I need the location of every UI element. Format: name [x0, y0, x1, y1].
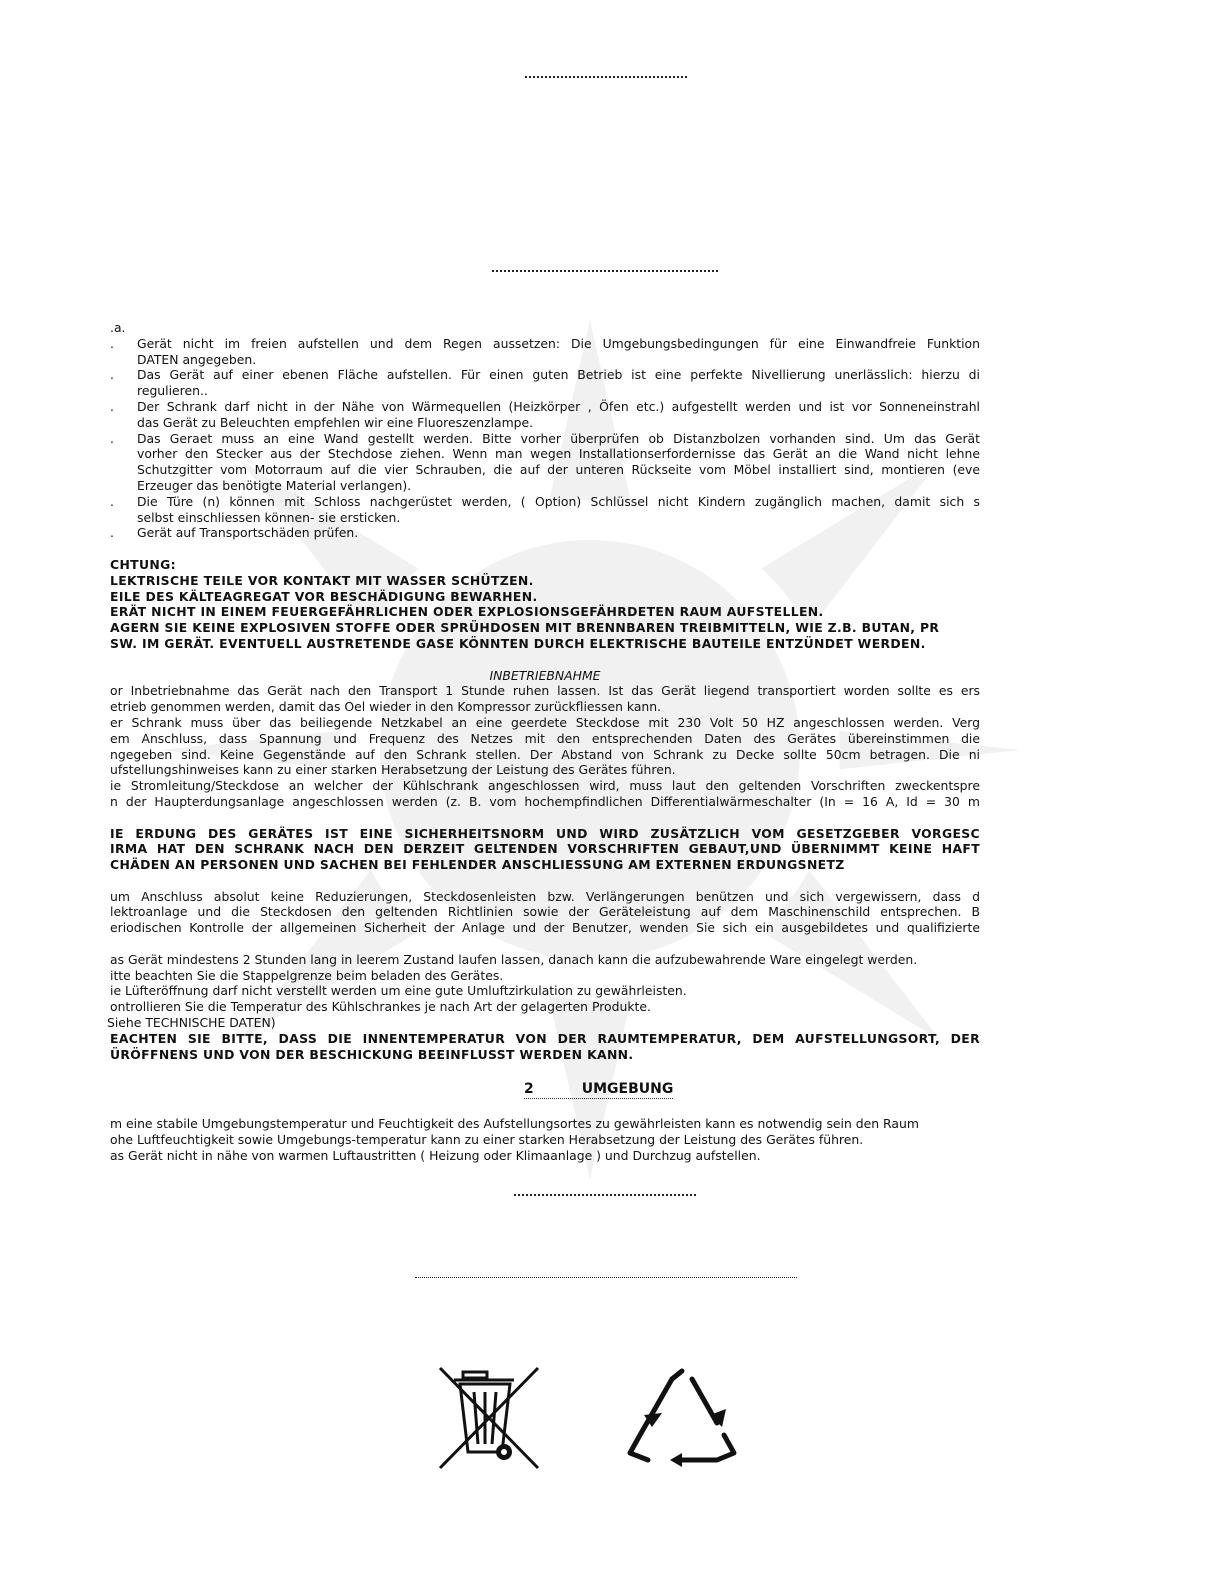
warning-line: LEKTRISCHE TEILE VOR KONTAKT MIT WASSER SCHÜTZEN.	[110, 572, 534, 588]
section-number: 2	[524, 1081, 534, 1097]
section-title: UMGEBUNG	[581, 1081, 674, 1097]
document-body: .a. . Gerät nicht im freien aufstellen und dem Regen aussetzen: Die Umgebungsbedingungen für eine Einwandfreie Funktion DATEN angegeben. . Das Gerät auf einer ebenen Fläche aufstellen. Für einen guten Betrieb ist eine perfekte Nivellierung unerlässlich: hierzu di regulieren.. . Der Schrank darf nicht in der Nähe von Wärmequellen (Heizkörper , Öfen etc.) aufgestellt werden und ist vor Sonneneinstrahl das Gerät zu Beleuchten empfehlen wir eine Fluoreszenzlampe. . Das Geraet muss an eine Wand gestellt werden. Bitte vorher überprüfen ob Distanzbolzen vorhanden sind. Um das Gerät vorher den Stecker aus der Stechdose ziehen. Wenn man wegen Installationserfordernisse das Gerät an die Wand nicht lehne Schutzgitter vom Motorraum auf die vier Schrauben, die auf der unteren Rückseite vom Möbel installiert sind, montieren (eve Erzeuger das benötigte Material verlangen). . Die Türe (n) können mit Schloss nachgerüstet werden, ( Option) Schlüssel nicht Kindern zugänglich machen, damit sich s selbst einschliessen können- sie ersticken. . Gerät auf Transportschäden prüfen. CHTUNG: LEKTRISCHE TEILE VOR KONTAKT MIT WASSER SCHÜTZEN. EILE DES KÄLTEAGREGAT VOR BESCHÄDIGUNG BEWARHEN. ERÄT NICHT IN EINEM FEUERGEFÄHRLICHEN ODER EXPLOSIONSGEFÄHRDETEN RAUM AUFSTELLEN. AGERN SIE KEINE EXPLOSIVEN STOFFE ODER SPRÜHDOSEN MIT BRENNBAREN TREIBMITTELN, WIE Z.B. BUTAN, PR SW. IM GERÄT. EVENTUELL AUSTRETENDE GASE KÖNNTEN DURCH ELEKTRISCHE BAUTEILE ENTZÜNDET WERDEN. INBETRIEBNAHME or Inbetriebnahme das Gerät nach den Transport 1 Stunde ruhen lassen. Ist das Gerät liegend transportiert worden sollte es ers etrieb genommen werden, damit das Oel wieder in den Kompressor zurückfliessen kann. er Schrank muss über das beiliegende Netzkabel an eine geerdete Steckdose mit 230 Volt 50 HZ angeschlossen werden. Verg em Anschluss, dass Spannung und Frequenz des Netzes mit den entsprechenden Daten des Gerätes übereinstimmen die ngegeben sind. Keine Gegenstände auf den Schrank stellen. Der Abstand von Schrank zu Decke sollte 50cm betragen. Die ni ufstellungshinweises kann zu einer starken Herabsetzung der Leistung des Gerätes führen. ie Stromleitung/Steckdose an welcher der Kühlschrank angeschlossen wird, muss laut den geltenden Vorschriften zweckentspre n der Haupterdungsanlage angeschlossen werden (z. B. vom hochempfindlichen Differentialwärmeschalter (In = 16 A, Id = 30 m IE ERDUNG DES GERÄTES IST EINE SICHERHEITSNORM UND WIRD ZUSÄTZLICH VOM GESETZGEBER VORGESC IRMA HAT DEN SCHRANK NACH DEN DERZEIT GELTENDEN VORSCHRIFTEN GEBAUT,UND ÜBERNIMMT KEINE HAFT CHÄDEN AN PERSONEN UND SACHEN BEI FEHLENDER ANSCHLIESSUNG AM EXTERNEN ERDUNGSNETZ um Anschluss absolut keine Reduzierungen, Steckdosenleisten bzw. Verlängerungen benützen und sich vergewissern, dass d lektroanlage und die Steckdosen den geltenden Richtlinien sowie der Geräteleistung auf dem Maschinenschild entsprechen. B eriodischen Kontrolle der allgemeinen Sicherheit der Anlage und der Benutzer, wenden Sie sich ein ausgebildetes und qualifizierte as Gerät mindestens 2 Stunden lang in leerem Zustand laufen lassen, danach kann die aufzubewahrende Ware eingelegt werden. itte beachten Sie die Stappelgrenze beim beladen des Gerätes. ie Lüfteröffnung darf nicht verstellt werden um eine gute Umluftzirkulation zu gewährleisten. ontrollieren Sie die Temperatur des Kühlschrankes je nach Art der gelagerten Produkte. Siehe TECHNISCHE DATEN) EACHTEN SIE BITTE, DASS DIE INNENTEMPERATUR VON DER RAUMTEMPERATUR, DEM AUFSTELLUNGSORT, DER ÜRÖFFNENS UND VON DER BESCHICKUNG BEEINFLUSST WERDEN KANN.	[107, 320, 980, 1062]
bullet-item: . Gerät auf Transportschäden prüfen.	[110, 525, 359, 541]
dotted-rule-top	[525, 76, 687, 78]
warning-line: AGERN SIE KEINE EXPLOSIVEN STOFFE ODER SPRÜHDOSEN MIT BRENNBAREN TREIBMITTELN, WIE Z.B. BUTAN, PR	[110, 620, 940, 636]
dotted-rule-3	[514, 1194, 696, 1196]
section-2-heading	[524, 1081, 673, 1099]
bullet-item: . Das Geraet muss an eine Wand gestellt werden. Bitte vorher überprüfen ob Distanzbolzen vorhanden sind. Um das Gerät	[110, 430, 980, 446]
warning-line: SW. IM GERÄT. EVENTUELL AUSTRETENDE GASE KÖNNTEN DURCH ELEKTRISCHE BAUTEILE ENTZÜNDET WERDEN.	[110, 635, 926, 651]
bullet-item: . Gerät nicht im freien aufstellen und dem Regen aussetzen: Die Umgebungsbedingungen für eine Einwandfreie Funktion	[110, 335, 980, 351]
inbetriebnahme-heading: INBETRIEBNAHME	[489, 667, 601, 683]
recycle-triangle-icon	[622, 1365, 742, 1475]
section-a-marker: .a.	[110, 320, 126, 335]
erdung-line: IRMA HAT DEN SCHRANK NACH DEN DERZEIT GELTENDEN VORSCHRIFTEN GEBAUT,UND ÜBERNIMMT KEINE HAFT	[110, 841, 980, 857]
hinweis-line: EACHTEN SIE BITTE, DASS DIE INNENTEMPERATUR VON DER RAUMTEMPERATUR, DEM AUFSTELLUNGSORT, DER	[110, 1030, 980, 1046]
warning-line: CHTUNG:	[110, 556, 176, 572]
crossed-out-wheelie-bin-icon	[430, 1360, 545, 1475]
hinweis-line: ÜRÖFFNENS UND VON DER BESCHICKUNG BEEINFLUSST WERDEN KANN.	[110, 1046, 634, 1062]
bullet-item: . Der Schrank darf nicht in der Nähe von Wärmequellen (Heizkörper , Öfen etc.) aufgestellt werden und ist vor Sonneneinstrahl	[110, 398, 980, 414]
warning-line: ERÄT NICHT IN EINEM FEUERGEFÄHRLICHEN ODER EXPLOSIONSGEFÄHRDETEN RAUM AUFSTELLEN.	[110, 604, 824, 620]
warning-line: EILE DES KÄLTEAGREGAT VOR BESCHÄDIGUNG BEWARHEN.	[110, 588, 538, 604]
umgebung-body: m eine stabile Umgebungstemperatur und Feuchtigkeit des Aufstellungsortes zu gewährleisten kann es notwendig sein den Raum ohe Luftfeuchtigkeit sowie Umgebungs-temperatur kann zu einer starken Herabsetzung der Leistung des Gerätes führen. as Gerät nicht in nähe von warmen Luftaustritten ( Heizung oder Klimaanlage ) und Durchzug aufstellen.	[110, 1116, 919, 1163]
dotted-rule-2	[492, 270, 718, 272]
dotted-rule-4	[415, 1277, 797, 1278]
erdung-line: IE ERDUNG DES GERÄTES IST EINE SICHERHEITSNORM UND WIRD ZUSÄTZLICH VOM GESETZGEBER VORGESC	[110, 825, 980, 841]
bullet-item: . Die Türe (n) können mit Schloss nachgerüstet werden, ( Option) Schlüssel nicht Kindern zugänglich machen, damit sich s	[110, 493, 980, 509]
bullet-item: . Das Gerät auf einer ebenen Fläche aufstellen. Für einen guten Betrieb ist eine perfekte Nivellierung unerlässlich: hierzu di	[110, 367, 980, 383]
erdung-line: CHÄDEN AN PERSONEN UND SACHEN BEI FEHLENDER ANSCHLIESSUNG AM EXTERNEN ERDUNGSNETZ	[110, 857, 845, 873]
